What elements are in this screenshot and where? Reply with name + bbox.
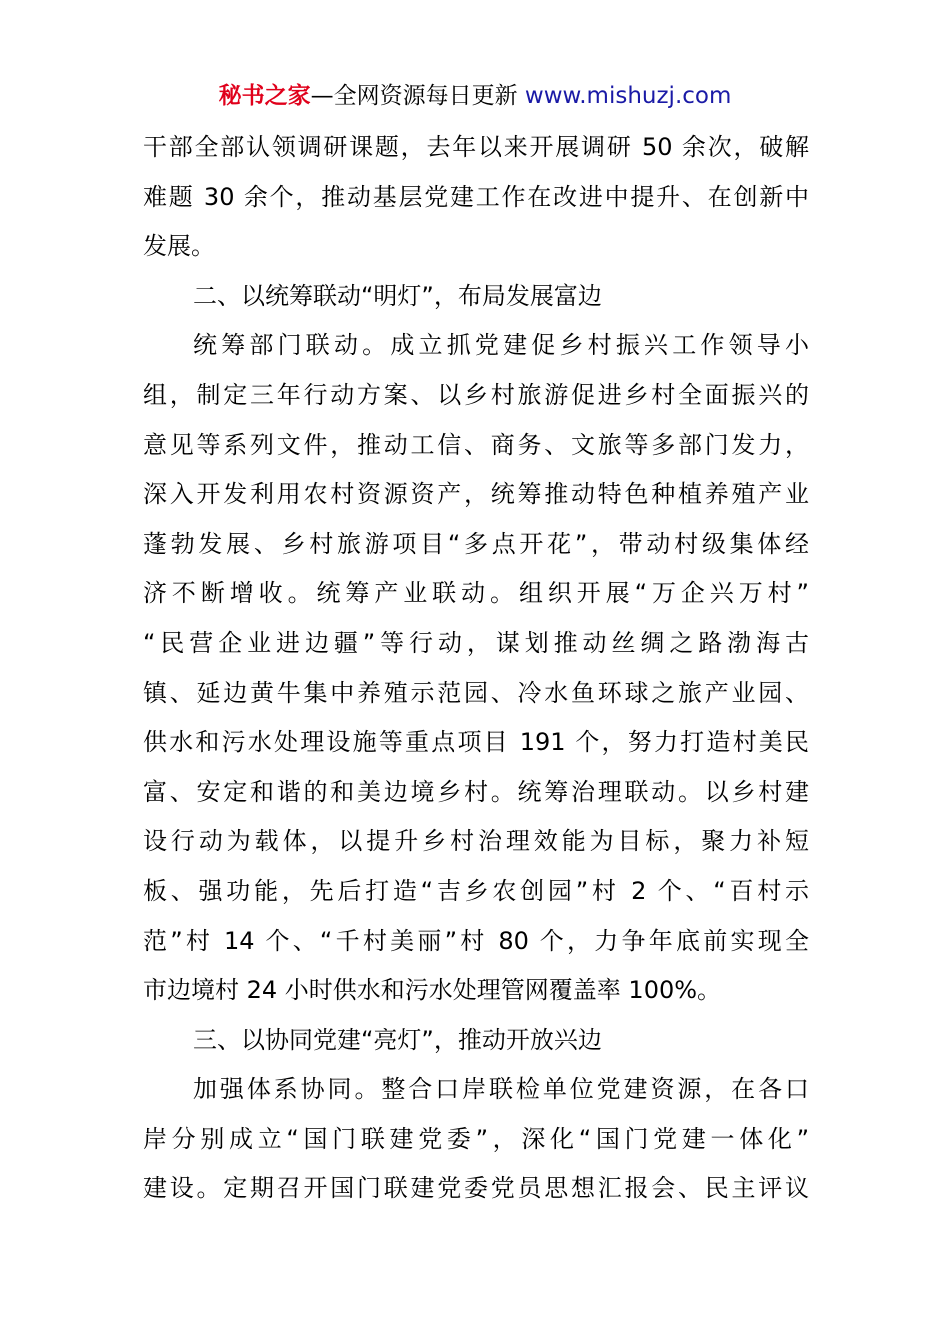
header-tagline: —全网资源每日更新 bbox=[310, 83, 525, 109]
watermark-header bbox=[0, 80, 950, 112]
paragraph-line: 发展。 bbox=[143, 232, 215, 261]
paragraph-line: 供水和污水处理设施等重点项目 191 个，努力打造村美民 bbox=[143, 728, 809, 757]
document-body bbox=[143, 123, 809, 1214]
paragraph-line: 范”村 14 个、“千村美丽”村 80 个，力争年底前实现全 bbox=[143, 926, 809, 955]
paragraph-line: 统筹部门联动。成立抓党建促乡村振兴工作领导小 bbox=[193, 331, 809, 360]
paragraph-line: 难题 30 余个，推动基层党建工作在改进中提升、在创新中 bbox=[143, 182, 809, 211]
paragraph-line: 蓬勃发展、乡村旅游项目“多点开花”，带动村级集体经 bbox=[143, 529, 809, 558]
section-heading: 二、以统筹联动“明灯”，布局发展富边 bbox=[193, 281, 602, 310]
site-url-link[interactable]: www.mishuzj.com bbox=[524, 83, 732, 109]
paragraph-line: 市边境村 24 小时供水和污水处理管网覆盖率 100%。 bbox=[143, 976, 722, 1005]
paragraph-line: 组，制定三年行动方案、以乡村旅游促进乡村全面振兴的 bbox=[143, 380, 809, 409]
paragraph-line: 镇、延边黄牛集中养殖示范园、冷水鱼环球之旅产业园、 bbox=[143, 678, 809, 707]
paragraph-line: 济不断增收。统筹产业联动。组织开展“万企兴万村” bbox=[143, 579, 809, 608]
paragraph-line: “民营企业进边疆”等行动，谋划推动丝绸之路渤海古 bbox=[143, 628, 809, 657]
section-heading: 三、以协同党建“亮灯”，推动开放兴边 bbox=[193, 1025, 602, 1054]
brand-name: 秘书之家 bbox=[218, 83, 311, 109]
paragraph-line: 岸分别成立“国门联建党委”，深化“国门党建一体化” bbox=[143, 1124, 809, 1153]
paragraph-line: 建设。定期召开国门联建党委党员思想汇报会、民主评议 bbox=[143, 1174, 809, 1203]
paragraph-line: 深入开发利用农村资源资产，统筹推动特色种植养殖产业 bbox=[143, 480, 809, 509]
paragraph-line: 意见等系列文件，推动工信、商务、文旅等多部门发力， bbox=[143, 430, 809, 459]
paragraph-line: 设行动为载体，以提升乡村治理效能为目标，聚力补短 bbox=[143, 827, 809, 856]
paragraph-line: 板、强功能，先后打造“吉乡农创园”村 2 个、“百村示 bbox=[143, 876, 809, 905]
paragraph-line: 加强体系协同。整合口岸联检单位党建资源，在各口 bbox=[193, 1075, 809, 1104]
paragraph-line: 富、安定和谐的和美边境乡村。统筹治理联动。以乡村建 bbox=[143, 777, 809, 806]
paragraph-line: 干部全部认领调研课题，去年以来开展调研 50 余次，破解 bbox=[143, 133, 809, 161]
